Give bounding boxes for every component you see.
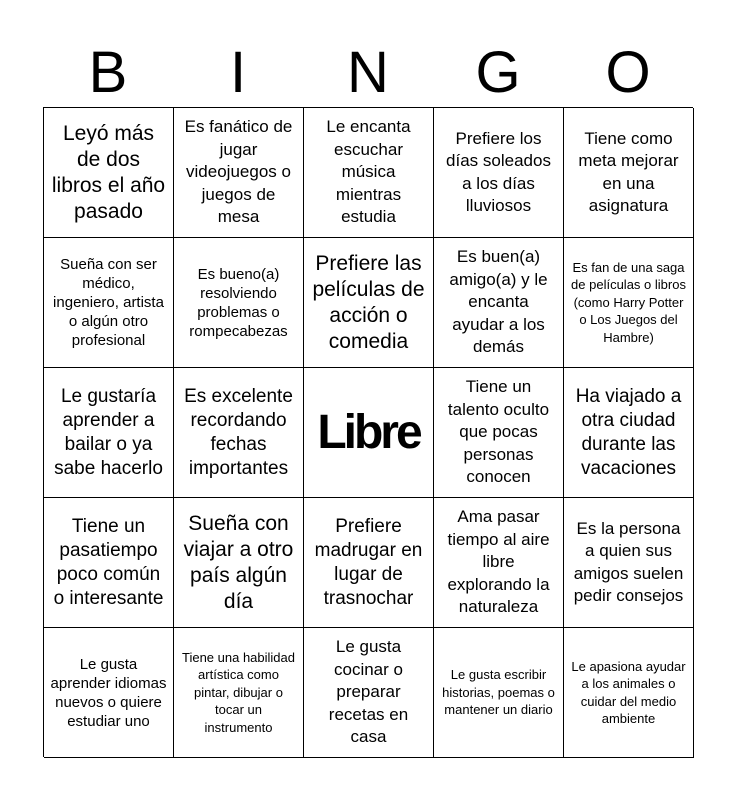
bingo-cell[interactable] (304, 108, 434, 238)
bingo-cell[interactable] (564, 368, 694, 498)
cell-text: Sueña con ser médico, ingeniero, artista o algún otro profesional (53, 256, 164, 349)
cell-text: Ama pasar tiempo al aire libre explorando la naturaleza (447, 507, 550, 617)
bingo-cell[interactable] (174, 628, 304, 758)
bingo-cell[interactable] (434, 628, 564, 758)
bingo-board (43, 107, 693, 757)
free-space-cell[interactable] (304, 368, 434, 498)
bingo-cell[interactable] (434, 368, 564, 498)
bingo-cell[interactable] (44, 108, 174, 238)
header-letter-b: B (88, 40, 128, 105)
cell-text: Prefiere los días soleados a los días lluviosos (446, 128, 551, 215)
cell-text: Tiene un talento oculto que pocas personas conocen (447, 377, 550, 487)
bingo-cell[interactable] (174, 238, 304, 368)
bingo-cell[interactable] (304, 238, 434, 368)
cell-text: Es bueno(a) resolviendo problemas o rompecabezas (189, 265, 288, 340)
cell-text: Tiene como meta mejorar en una asignatura (578, 128, 679, 215)
bingo-cell[interactable] (174, 368, 304, 498)
cell-text: Le gusta cocinar o preparar recetas en casa (328, 637, 409, 747)
cell-text: Tiene un pasatiempo poco común o interesante (53, 515, 164, 609)
cell-text: Ha viajado a otra ciudad durante las vacaciones (575, 385, 682, 479)
bingo-cell[interactable] (174, 108, 304, 238)
cell-text: Prefiere las películas de acción o comedia (312, 251, 425, 353)
cell-text: Le gusta escribir historias, poemas o mantener un diario (442, 667, 555, 718)
bingo-cell[interactable] (44, 238, 174, 368)
cell-text: Es buen(a) amigo(a) y le encanta ayudar a los demás (449, 247, 548, 357)
cell-text: Prefiere madrugar en lugar de trasnochar (314, 515, 423, 609)
cell-text: Es fan de una saga de películas o libros (como Harry Potter o Los Juegos del Hambre) (571, 259, 686, 345)
bingo-cell[interactable] (44, 368, 174, 498)
bingo-header (43, 40, 693, 106)
bingo-cell[interactable] (564, 238, 694, 368)
cell-text: Le gustaría aprender a bailar o ya sabe hacerlo (54, 385, 163, 479)
header-letter-i: I (229, 40, 247, 105)
bingo-cell[interactable] (434, 498, 564, 628)
cell-text: Le apasiona ayudar a los animales o cuidar del medio ambiente (571, 658, 686, 726)
cell-text: Sueña con viajar a otro país algún día (183, 511, 294, 613)
bingo-cell[interactable] (44, 628, 174, 758)
bingo-cell[interactable] (564, 108, 694, 238)
bingo-cell[interactable] (174, 498, 304, 628)
cell-text: Le gusta aprender idiomas nuevos o quiere estudiar uno (50, 655, 167, 730)
header-letter-o: O (605, 40, 651, 105)
header-letter-n: N (347, 40, 389, 105)
cell-text: Es la persona a quien sus amigos suelen pedir consejos (573, 518, 684, 605)
bingo-cell[interactable] (564, 498, 694, 628)
header-letter-g: G (475, 40, 521, 105)
bingo-cell[interactable] (304, 628, 434, 758)
bingo-cell[interactable] (564, 628, 694, 758)
free-space-logo: Libre (317, 405, 420, 459)
bingo-cell[interactable] (44, 498, 174, 628)
cell-text: Es excelente recordando fechas importantes (184, 385, 293, 479)
cell-text: Le encanta escuchar música mientras estudia (326, 117, 411, 227)
cell-text: Tiene una habilidad artística como pintar, dibujar o tocar un instrumento (182, 649, 295, 735)
bingo-cell[interactable] (434, 108, 564, 238)
cell-text: Es fanático de jugar videojuegos o juegos de mesa (184, 117, 293, 227)
bingo-cell[interactable] (304, 498, 434, 628)
bingo-cell[interactable] (434, 238, 564, 368)
cell-text: Leyó más de dos libros el año pasado (51, 121, 166, 223)
